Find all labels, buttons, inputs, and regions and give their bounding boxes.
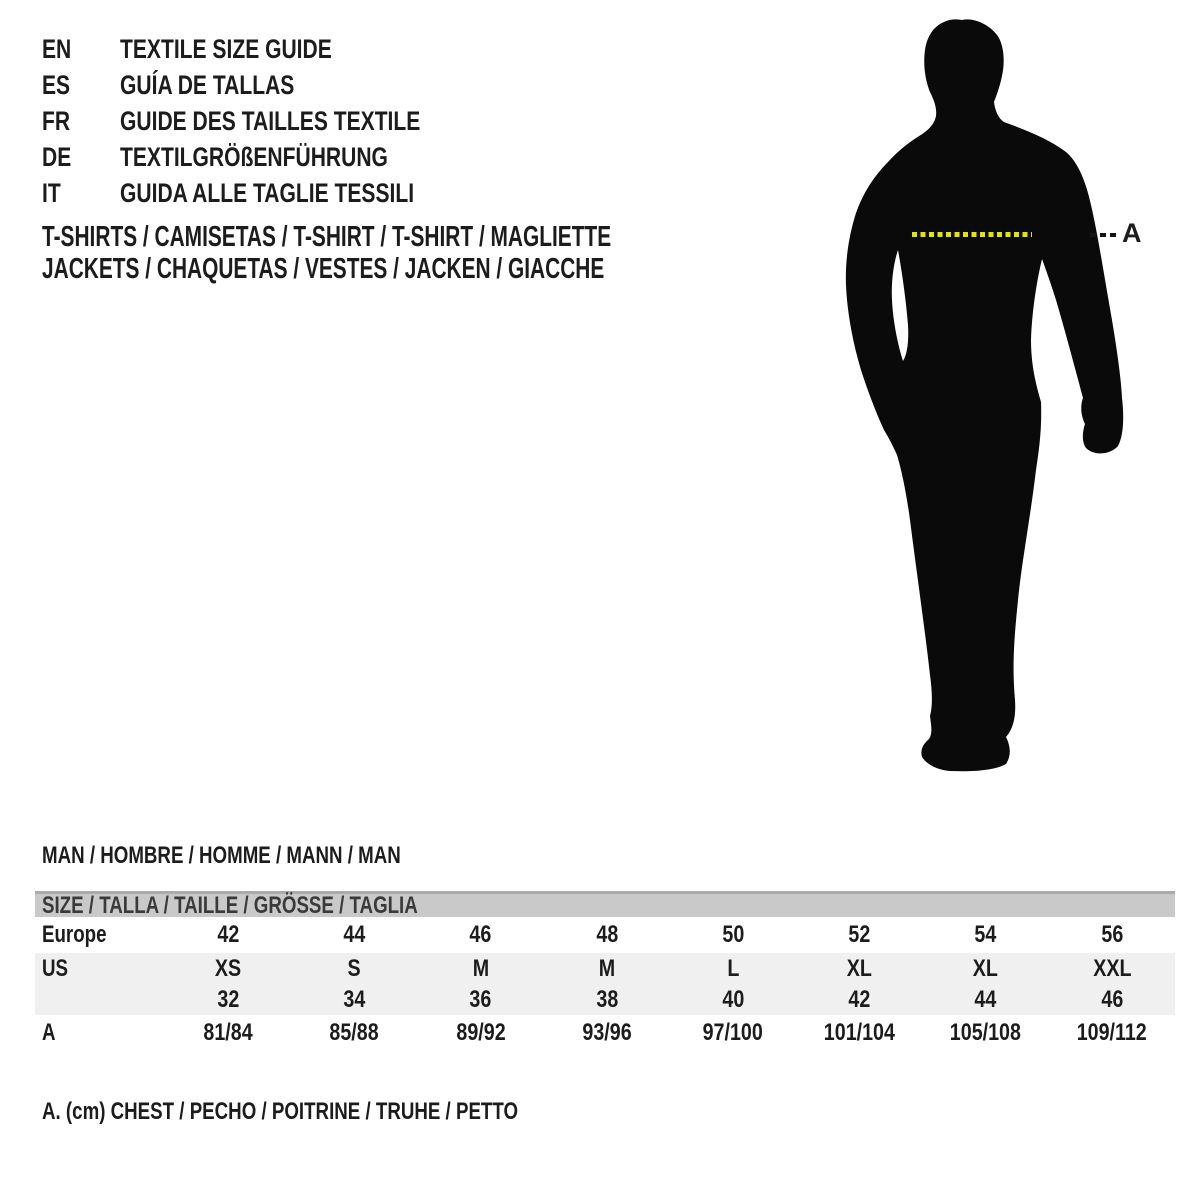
- size-cell: 44: [343, 921, 366, 948]
- size-cell: 85/88: [329, 1019, 380, 1046]
- size-cell: 54: [974, 921, 997, 948]
- size-cell: 46: [469, 921, 492, 948]
- guide-title: GUIDA ALLE TAGLIE TESSILI: [120, 177, 415, 208]
- measure-callout-dashes: [1090, 233, 1118, 237]
- size-cell: 101/104: [823, 1019, 895, 1046]
- size-table-header: [35, 891, 1175, 917]
- table-row: [35, 1015, 1175, 1051]
- size-cell: 89/92: [455, 1019, 506, 1046]
- size-cell: XL: [973, 954, 999, 982]
- language-code: ES: [42, 69, 71, 100]
- size-cell: 48: [595, 921, 618, 948]
- product-line-jackets: JACKETS / CHAQUETAS / VESTES / JACKEN / GIACCHE: [42, 253, 605, 285]
- language-code: DE: [42, 141, 72, 172]
- size-cell: 42: [217, 921, 240, 948]
- table-row: [35, 953, 1175, 984]
- footer-measure-note: A. (cm) CHEST / PECHO / POITRINE / TRUHE / PETTO: [42, 1098, 519, 1125]
- size-cell: 109/112: [1076, 1019, 1147, 1046]
- language-code: EN: [42, 33, 72, 64]
- size-cell: 46: [1100, 985, 1123, 1013]
- language-code: FR: [42, 105, 71, 136]
- size-cell: 44: [974, 985, 997, 1013]
- row-label: A: [42, 1019, 56, 1046]
- size-cell: L: [727, 954, 740, 982]
- language-row: [42, 31, 505, 67]
- product-category-block: [42, 221, 833, 285]
- size-cell: S: [347, 954, 361, 982]
- size-cell: M: [598, 954, 616, 982]
- size-cell: 36: [469, 985, 492, 1013]
- size-cell: 34: [343, 985, 366, 1013]
- size-cell: 52: [848, 921, 871, 948]
- guide-title: GUIDE DES TAILLES TEXTILE: [120, 105, 421, 136]
- size-cell: XL: [846, 954, 872, 982]
- language-row: [42, 175, 505, 211]
- size-cell: 97/100: [703, 1019, 764, 1046]
- chest-measure-dotted-line: [912, 232, 1032, 237]
- size-cell: 56: [1100, 921, 1123, 948]
- row-label: Europe: [42, 921, 107, 948]
- size-cell: 50: [722, 921, 745, 948]
- language-row: [42, 103, 505, 139]
- size-cell: 105/108: [950, 1019, 1022, 1046]
- size-table-body: [35, 917, 1175, 1051]
- man-silhouette: [820, 0, 1180, 800]
- product-line-tshirts: T-SHIRTS / CAMISETAS / T-SHIRT / T-SHIRT / MAGLIETTE: [42, 221, 612, 253]
- language-code: IT: [42, 177, 61, 208]
- size-cell: 32: [217, 985, 240, 1013]
- guide-title: GUÍA DE TALLAS: [120, 69, 295, 100]
- size-table-header-label: SIZE / TALLA / TAILLE / GRÖSSE / TAGLIA: [42, 891, 418, 919]
- guide-title: TEXTILGRÖßENFÜHRUNG: [120, 141, 388, 172]
- table-row: [35, 984, 1175, 1015]
- language-row: [42, 67, 505, 103]
- measure-label-a: A: [1122, 218, 1142, 248]
- size-cell: 40: [722, 985, 745, 1013]
- size-cell: 93/96: [582, 1019, 632, 1046]
- size-table: [35, 891, 1175, 1051]
- row-label: [35, 986, 165, 1014]
- size-cell: 38: [595, 985, 618, 1013]
- row-label: US: [42, 954, 69, 982]
- size-cell: M: [472, 954, 489, 982]
- language-title-block: [42, 31, 505, 211]
- size-cell: XXL: [1092, 954, 1132, 982]
- section-title-man: MAN / HOMBRE / HOMME / MANN / MAN: [42, 842, 401, 869]
- language-row: [42, 139, 505, 175]
- man-silhouette-figure: [820, 0, 1180, 800]
- size-cell: XS: [214, 954, 242, 982]
- size-cell: 42: [848, 985, 871, 1013]
- table-row: [35, 917, 1175, 953]
- guide-title: TEXTILE SIZE GUIDE: [120, 33, 332, 64]
- size-cell: 81/84: [203, 1019, 253, 1046]
